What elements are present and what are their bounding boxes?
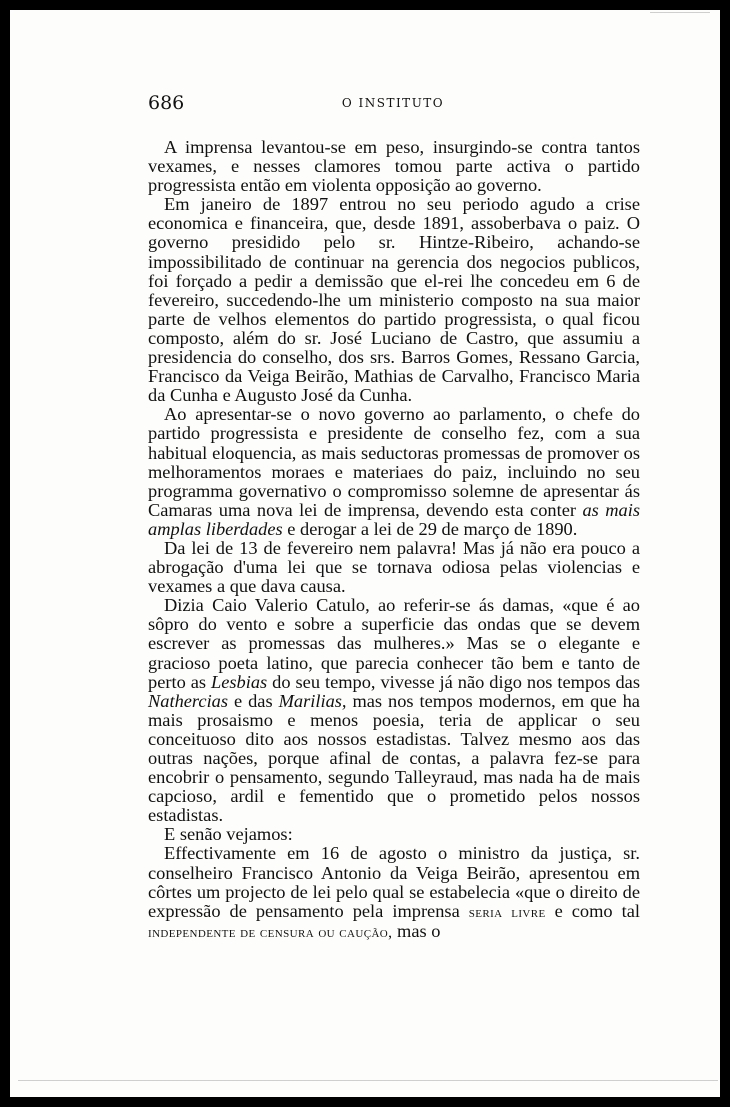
running-title: O INSTITUTO: [341, 96, 445, 110]
italic-text: Lesbias: [211, 671, 268, 692]
page-header: [148, 92, 638, 122]
text-run: Ao apresentar-se o novo governo ao parlamento, o chefe do partido progressista e presidente de conselho fez, com a sua habitual eloquencia, as mais seductoras promessas de promover os melhoramentos moraes e materiaes do paiz, incluindo no seu programma governativo o compromisso solemne de apresentar ás Camaras uma nova lei de imprensa, devendo esta conter: [148, 404, 640, 520]
italic-text: as mais amplas liberdades: [148, 499, 640, 539]
text-run: A imprensa levantou-se em peso, insurgindo-se contra tantos vexames, e nesses clamores tomou parte activa o partido progressista então em violenta opposição ao governo.: [148, 137, 640, 196]
text-run: e derogar a lei de 29 de março de 1890.: [282, 518, 578, 539]
paragraph: [148, 844, 640, 941]
page-number: 686: [148, 92, 185, 114]
text-run: Da lei de 13 de fevereiro nem palavra! Mas já não era pouco a abrogação d'uma lei que se tornava odiosa pelas violencias e vexames a que dava causa.: [148, 537, 640, 597]
text-run: Em janeiro de 1897 entrou no seu periodo agudo a crise economica e financeira, que, desde 1891, assoberbava o paiz. O governo presidido pelo sr. Hintze-Ribeiro, achando-se impossibilitado de continuar na gerencia dos negocios publicos, foi forçado a pedir a demissão que el-rei lhe concedeu em 6 de fevereiro, succedendo-lhe um ministerio composto na sua maior parte de velhos elementos do partido progressista, o qual ficou composto, além do sr. José Luciano de Castro, que assumiu a presidencia do conselho, dos srs. Barros Gomes, Ressano Garcia, Francisco da Veiga Beirão, Mathias de Carvalho, Francisco Maria da Cunha e Augusto José da Cunha.: [148, 194, 640, 406]
italic-text: Nathercias: [148, 690, 229, 711]
text-run: mas nos tempos modernos, em que ha mais prosaismo e menos poesia, teria de applicar o seu conceituoso dito aos nossos estadistas. Talvez mesmo aos das outras nações, porque afinal de contas, a palavra fez-se para encobrir o pensamento, segundo Talleyraud, mas nada ha de mais capcioso, ardil e fementido que o prometido pelos nossos estadistas.: [148, 690, 640, 826]
scan-edge-line: [18, 1080, 718, 1081]
text-run: e como tal: [545, 900, 640, 921]
paragraph: [148, 138, 640, 195]
small-caps-text: independente de censura ou caução,: [148, 923, 393, 941]
paragraph: [148, 539, 640, 596]
text-run: e das: [228, 690, 279, 711]
text-run: mas o: [392, 920, 441, 941]
text-run: E senão vejamos:: [164, 824, 293, 845]
italic-text: Marilias,: [278, 690, 347, 711]
book-page: [10, 10, 720, 1097]
paragraph: [148, 596, 640, 825]
paragraph: [148, 825, 640, 844]
paragraph: [148, 195, 640, 405]
text-run: Dizia Caio Valerio Catulo, ao referir-se ás damas, «que é ao sôpro do vento e sobre a superficie das ondas que se devem escrever as promessas das mulheres.» Mas se o elegante e gracioso poeta latino, que parecia conhecer tão bem e tanto de perto as: [148, 595, 640, 692]
text-run: do seu tempo, vivesse já não digo nos tempos das: [267, 671, 640, 692]
text-run: Effectivamente em 16 de agosto o ministro da justiça, sr. conselheiro Francisco Antonio da Veiga Beirão, apresentou em côrtes um projecto de lei pelo qual se estabelecia «que o direito de expressão de pensamento pela imprensa: [148, 843, 640, 921]
body-text: [148, 138, 640, 942]
scan-edge-line: [650, 12, 710, 13]
paragraph: [148, 405, 640, 539]
small-caps-text: seria livre: [468, 903, 546, 921]
